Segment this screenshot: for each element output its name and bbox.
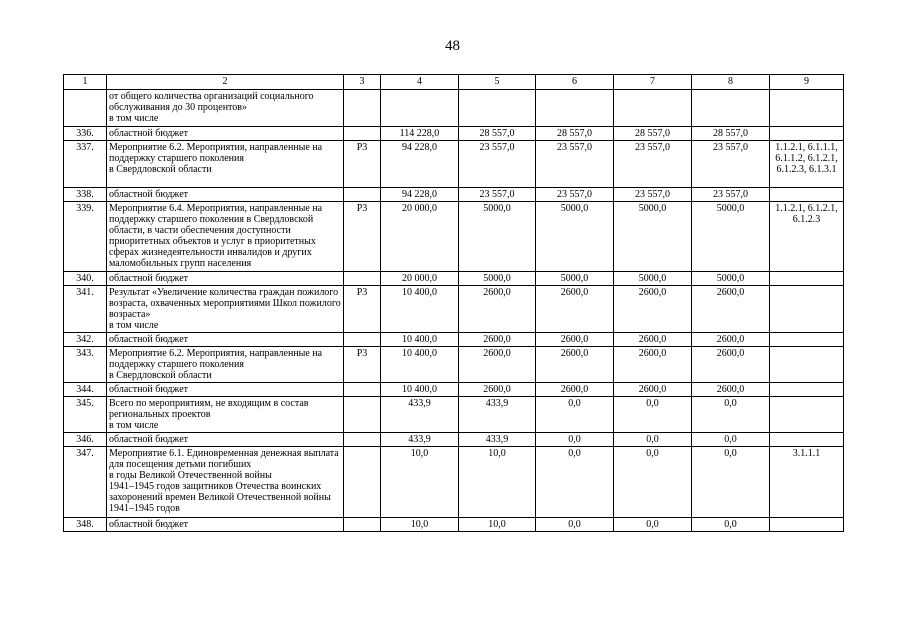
row-total: 114 228,0 — [381, 127, 459, 141]
row-year-2: 0,0 — [536, 518, 614, 532]
row-name: областной бюджет — [107, 518, 344, 532]
row-number: 336. — [64, 127, 107, 141]
row-year-1: 10,0 — [459, 447, 536, 518]
row-target-refs — [770, 433, 844, 447]
column-header-9: 9 — [770, 75, 844, 90]
column-header-4: 4 — [381, 75, 459, 90]
table-row — [64, 397, 844, 433]
column-header-3: 3 — [344, 75, 381, 90]
row-number: 340. — [64, 272, 107, 286]
row-total: 94 228,0 — [381, 141, 459, 188]
row-name: Мероприятие 6.4. Мероприятия, направленные на поддержку старшего поколения в Свердловской области, в части обеспечения доступности приоритетных объектов и услуг в приоритетных сферах жизнедеятельности инвалидов и других маломобильных групп населения — [107, 202, 344, 272]
row-year-2: 23 557,0 — [536, 141, 614, 188]
row-year-3: 23 557,0 — [614, 188, 692, 202]
row-year-3: 2600,0 — [614, 333, 692, 347]
row-total: 433,9 — [381, 433, 459, 447]
row-year-2: 2600,0 — [536, 286, 614, 333]
row-year-4: 2600,0 — [692, 383, 770, 397]
row-code — [344, 127, 381, 141]
row-code — [344, 333, 381, 347]
row-year-4 — [692, 90, 770, 127]
row-year-4: 23 557,0 — [692, 141, 770, 188]
row-year-3: 0,0 — [614, 447, 692, 518]
row-year-2: 0,0 — [536, 447, 614, 518]
row-name: Всего по мероприятиям, не входящим в состав региональных проектов в том числе — [107, 397, 344, 433]
table-row — [64, 141, 844, 188]
row-year-3: 23 557,0 — [614, 141, 692, 188]
row-target-refs — [770, 286, 844, 333]
row-code — [344, 90, 381, 127]
row-year-1: 5000,0 — [459, 202, 536, 272]
row-year-3: 2600,0 — [614, 286, 692, 333]
row-number: 337. — [64, 141, 107, 188]
row-total: 10,0 — [381, 447, 459, 518]
row-total — [381, 90, 459, 127]
table-row — [64, 286, 844, 333]
row-year-3: 0,0 — [614, 397, 692, 433]
row-year-1: 2600,0 — [459, 383, 536, 397]
row-number — [64, 90, 107, 127]
row-target-refs — [770, 518, 844, 532]
table-row — [64, 90, 844, 127]
row-year-2 — [536, 90, 614, 127]
row-code — [344, 433, 381, 447]
row-year-2: 2600,0 — [536, 347, 614, 383]
row-total: 20 000,0 — [381, 202, 459, 272]
row-total: 10,0 — [381, 518, 459, 532]
row-year-2: 23 557,0 — [536, 188, 614, 202]
row-year-1: 23 557,0 — [459, 141, 536, 188]
table-body — [64, 90, 844, 532]
row-year-2: 5000,0 — [536, 272, 614, 286]
row-year-1: 10,0 — [459, 518, 536, 532]
row-year-4: 23 557,0 — [692, 188, 770, 202]
table-row — [64, 333, 844, 347]
row-code — [344, 272, 381, 286]
row-year-4: 2600,0 — [692, 347, 770, 383]
row-year-3: 0,0 — [614, 433, 692, 447]
page-number: 48 — [445, 38, 460, 54]
row-target-refs: 1.1.2.1, 6.1.2.1, 6.1.2.3 — [770, 202, 844, 272]
row-number: 346. — [64, 433, 107, 447]
table-row — [64, 447, 844, 518]
row-name: Мероприятие 6.2. Мероприятия, направленные на поддержку старшего поколения в Свердловской области — [107, 347, 344, 383]
row-code — [344, 447, 381, 518]
table-row — [64, 202, 844, 272]
row-name: Мероприятие 6.1. Единовременная денежная выплата для посещения детьми погибших в годы Великой Отечественной войны 1941–1945 годов защитников Отечества воинских захоронений времен Великой Отечественной войны 1941–1945 годов — [107, 447, 344, 518]
column-header-5: 5 — [459, 75, 536, 90]
table-row — [64, 433, 844, 447]
row-code: Р3 — [344, 141, 381, 188]
row-year-2: 0,0 — [536, 433, 614, 447]
table-row — [64, 383, 844, 397]
row-target-refs — [770, 127, 844, 141]
row-number: 348. — [64, 518, 107, 532]
row-year-1 — [459, 90, 536, 127]
row-year-3: 2600,0 — [614, 383, 692, 397]
row-code — [344, 518, 381, 532]
row-year-1: 2600,0 — [459, 347, 536, 383]
row-target-refs — [770, 397, 844, 433]
row-year-4: 2600,0 — [692, 333, 770, 347]
row-name: областной бюджет — [107, 127, 344, 141]
row-year-4: 28 557,0 — [692, 127, 770, 141]
row-name: областной бюджет — [107, 433, 344, 447]
table-row — [64, 188, 844, 202]
row-target-refs: 1.1.2.1, 6.1.1.1, 6.1.1.2, 6.1.2.1, 6.1.2.3, 6.1.3.1 — [770, 141, 844, 188]
row-number: 343. — [64, 347, 107, 383]
row-year-1: 5000,0 — [459, 272, 536, 286]
row-target-refs — [770, 90, 844, 127]
row-year-4: 0,0 — [692, 433, 770, 447]
table-row — [64, 347, 844, 383]
table-row — [64, 518, 844, 532]
row-year-1: 23 557,0 — [459, 188, 536, 202]
row-name: от общего количества организаций социального обслуживания до 30 процентов» в том числе — [107, 90, 344, 127]
row-year-2: 2600,0 — [536, 333, 614, 347]
row-year-2: 5000,0 — [536, 202, 614, 272]
row-number: 347. — [64, 447, 107, 518]
row-year-1: 2600,0 — [459, 333, 536, 347]
row-year-4: 2600,0 — [692, 286, 770, 333]
row-total: 20 000,0 — [381, 272, 459, 286]
row-number: 341. — [64, 286, 107, 333]
row-number: 342. — [64, 333, 107, 347]
column-header-1: 1 — [64, 75, 107, 90]
row-year-1: 433,9 — [459, 397, 536, 433]
row-code — [344, 383, 381, 397]
row-year-1: 433,9 — [459, 433, 536, 447]
row-target-refs — [770, 347, 844, 383]
row-year-4: 0,0 — [692, 397, 770, 433]
row-year-3: 0,0 — [614, 518, 692, 532]
row-code — [344, 397, 381, 433]
row-year-4: 5000,0 — [692, 202, 770, 272]
budget-table — [63, 74, 844, 532]
column-header-2: 2 — [107, 75, 344, 90]
row-code: Р3 — [344, 202, 381, 272]
row-year-2: 0,0 — [536, 397, 614, 433]
row-name: Результат «Увеличение количества граждан пожилого возраста, охваченных мероприятиями Школ пожилого возраста» в том числе — [107, 286, 344, 333]
row-year-3: 5000,0 — [614, 272, 692, 286]
row-total: 10 400,0 — [381, 347, 459, 383]
row-year-1: 2600,0 — [459, 286, 536, 333]
row-name: областной бюджет — [107, 188, 344, 202]
row-code — [344, 188, 381, 202]
row-number: 338. — [64, 188, 107, 202]
row-total: 10 400,0 — [381, 286, 459, 333]
row-number: 339. — [64, 202, 107, 272]
row-total: 433,9 — [381, 397, 459, 433]
row-total: 10 400,0 — [381, 383, 459, 397]
row-target-refs — [770, 333, 844, 347]
row-year-3: 2600,0 — [614, 347, 692, 383]
row-name: Мероприятие 6.2. Мероприятия, направленные на поддержку старшего поколения в Свердловской области — [107, 141, 344, 188]
header-row — [64, 75, 844, 90]
row-year-4: 0,0 — [692, 447, 770, 518]
row-year-2: 28 557,0 — [536, 127, 614, 141]
column-header-7: 7 — [614, 75, 692, 90]
row-name: областной бюджет — [107, 272, 344, 286]
row-year-2: 2600,0 — [536, 383, 614, 397]
row-year-4: 5000,0 — [692, 272, 770, 286]
table-row — [64, 127, 844, 141]
row-name: областной бюджет — [107, 383, 344, 397]
row-target-refs: 3.1.1.1 — [770, 447, 844, 518]
row-number: 345. — [64, 397, 107, 433]
row-name: областной бюджет — [107, 333, 344, 347]
row-target-refs — [770, 188, 844, 202]
row-total: 10 400,0 — [381, 333, 459, 347]
column-header-8: 8 — [692, 75, 770, 90]
row-year-4: 0,0 — [692, 518, 770, 532]
row-year-3: 5000,0 — [614, 202, 692, 272]
row-code: Р3 — [344, 347, 381, 383]
row-number: 344. — [64, 383, 107, 397]
row-year-3 — [614, 90, 692, 127]
row-year-3: 28 557,0 — [614, 127, 692, 141]
row-code: Р3 — [344, 286, 381, 333]
row-target-refs — [770, 272, 844, 286]
table-row — [64, 272, 844, 286]
column-header-6: 6 — [536, 75, 614, 90]
row-target-refs — [770, 383, 844, 397]
row-year-1: 28 557,0 — [459, 127, 536, 141]
row-total: 94 228,0 — [381, 188, 459, 202]
